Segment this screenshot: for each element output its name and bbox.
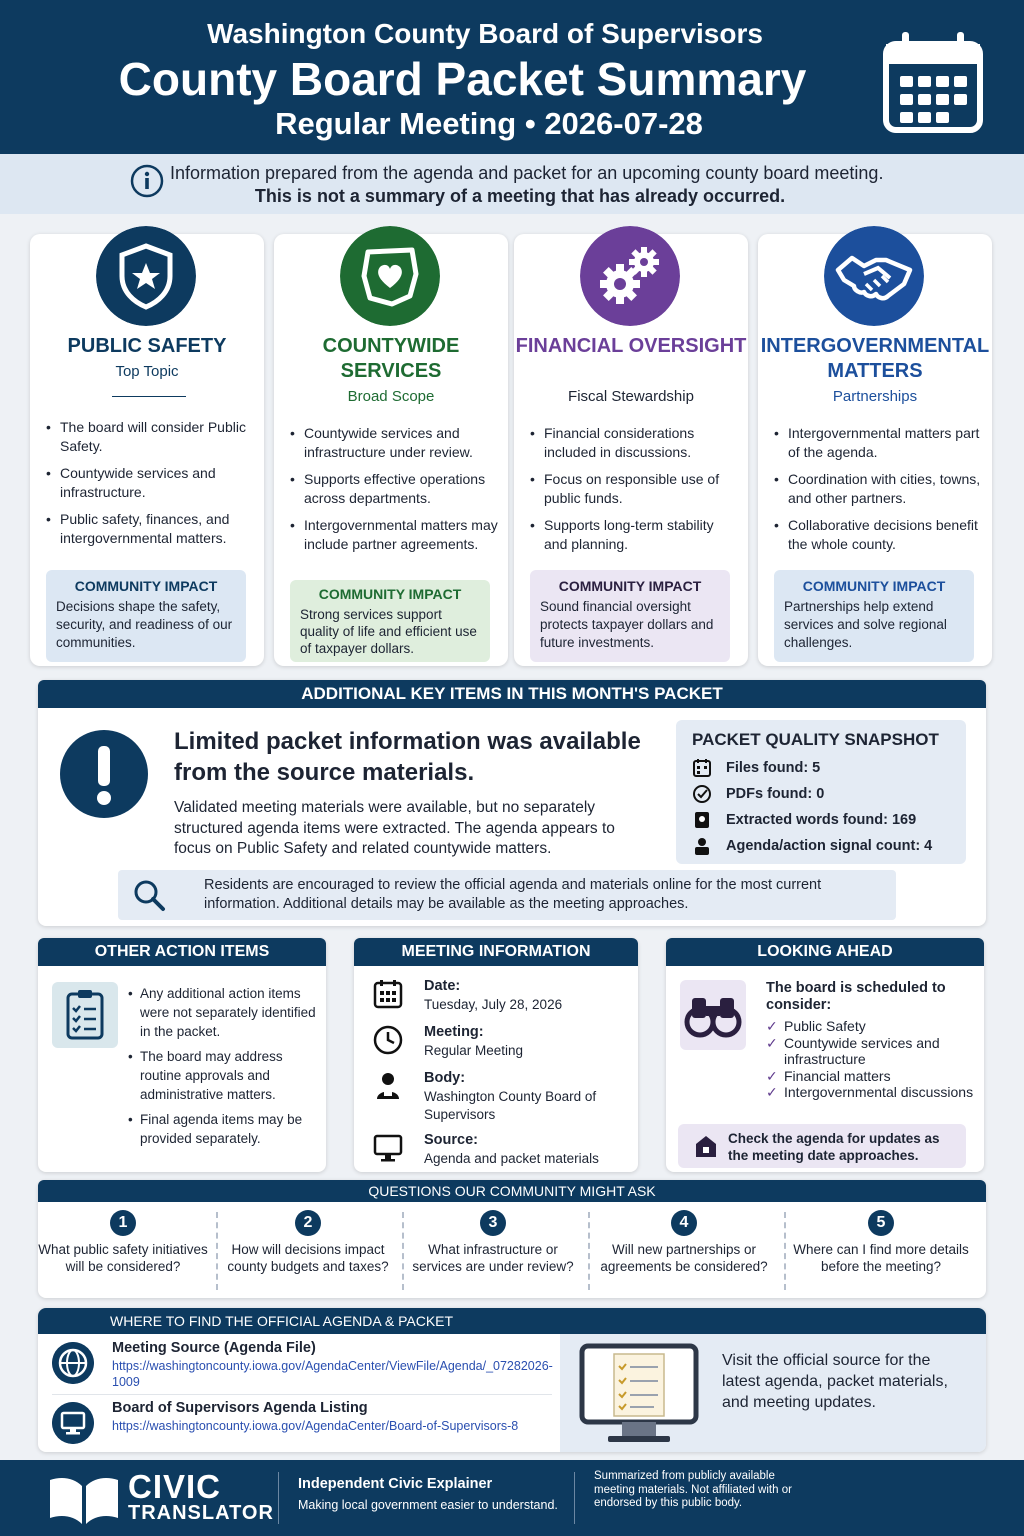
clock-icon: [372, 1024, 404, 1056]
section-header: MEETING INFORMATION: [354, 938, 638, 966]
section-header: OTHER ACTION ITEMS: [38, 938, 326, 966]
visit-source-panel: [560, 1334, 986, 1452]
impact-title: COMMUNITY IMPACT: [802, 578, 946, 594]
question-number: 4: [671, 1210, 697, 1236]
divider: [52, 1394, 552, 1395]
open-book-icon: [48, 1472, 120, 1526]
page-title: County Board Packet Summary: [118, 53, 807, 105]
source-link[interactable]: https://washingtoncounty.iowa.gov/AgendaCenter/ViewFile/Agenda/_07282026-1009: [112, 1359, 553, 1389]
list-item: • Collaborative decisions benefit the whole county.: [774, 516, 984, 554]
topic-cards: [30, 234, 992, 666]
divider: [278, 1472, 279, 1524]
county-heart-icon: [340, 226, 440, 326]
action-bullets: [128, 984, 318, 1154]
clipboard-icon: [52, 982, 118, 1048]
list-item: • Coordination with cities, towns, and other partners.: [774, 470, 984, 508]
list-item: ✓ Countywide services and infrastructure: [766, 1035, 976, 1068]
brand-name: CIVIC: [128, 1468, 222, 1505]
source-title: Meeting Source (Agenda File): [112, 1340, 316, 1356]
impact-body: Partnerships help extend services and solve regional challenges.: [784, 599, 947, 650]
question-item: [33, 1210, 213, 1275]
card-bullets: [530, 424, 740, 562]
list-item: ✓ Financial matters: [766, 1068, 976, 1085]
card-countywide-services: [274, 234, 508, 666]
list-item: • Supports long-term stability and planning.: [530, 516, 740, 554]
snapshot-title: PACKET QUALITY SNAPSHOT: [692, 730, 939, 749]
document-icon: [692, 810, 712, 830]
list-item: • Intergovernmental matters may include partner agreements.: [290, 516, 500, 554]
list-item: • Any additional action items were not separately identified in the packet.: [128, 984, 318, 1041]
binoculars-icon: [680, 980, 746, 1050]
calendar-icon: [882, 30, 984, 134]
looking-items: [766, 1018, 976, 1101]
snapshot-row: [692, 810, 916, 830]
notice-house-icon: [692, 1132, 720, 1160]
divider: [574, 1472, 575, 1524]
list-item: • Countywide services and infrastructure under review.: [290, 424, 500, 462]
snapshot-row: [692, 784, 824, 804]
impact-body: Decisions shape the safety, security, and readiness of our communities.: [56, 599, 233, 650]
divider: [784, 1212, 786, 1290]
files-found: Files found: 5: [726, 759, 821, 776]
meeting-information: [354, 938, 638, 1172]
check-circle-icon: [692, 784, 712, 804]
meeting-subtitle: Regular Meeting • 2026-07-28: [275, 106, 703, 141]
card-intergovernmental-matters: [758, 234, 992, 666]
card-financial-oversight: [514, 234, 748, 666]
explainer-tagline: Making local government easier to understand.: [298, 1498, 558, 1512]
info-label: Body:: [424, 1070, 466, 1086]
files-icon: [692, 758, 712, 778]
search-icon: [132, 878, 166, 912]
card-title: PUBLIC SAFETY: [67, 335, 227, 357]
info-label: Source:: [424, 1132, 478, 1148]
packet-quality-snapshot: [676, 720, 966, 864]
info-value: Regular Meeting: [424, 1043, 524, 1058]
snapshot-row: [692, 758, 820, 778]
list-item: ✓ Intergovernmental discussions: [766, 1084, 976, 1101]
extracted-words: Extracted words found: 169: [726, 811, 917, 828]
brand-subname: TRANSLATOR: [128, 1502, 274, 1524]
list-item: • The board may address routine approvals and administrative matters.: [128, 1047, 318, 1104]
card-tag: Fiscal Stewardship: [568, 388, 694, 405]
card-public-safety: [30, 234, 264, 666]
question-text: What infrastructure or services are under review?: [412, 1242, 574, 1274]
looking-heading: The board is scheduled to consider:: [766, 980, 946, 1013]
question-number: 3: [480, 1210, 506, 1236]
card-tag: Partnerships: [832, 388, 918, 405]
impact-body: Strong services support quality of life and efficient use of taxpayer dollars.: [300, 607, 477, 656]
explainer-title: Independent Civic Explainer: [298, 1476, 493, 1492]
residents-notice: [118, 870, 896, 920]
question-text: Where can I find more details before the meeting?: [793, 1242, 969, 1274]
signal-person-icon: [692, 836, 712, 856]
globe-icon: [52, 1342, 94, 1384]
info-label: Meeting:: [424, 1024, 484, 1040]
community-impact-box: [774, 570, 974, 662]
list-item: ✓ Public Safety: [766, 1018, 976, 1035]
community-impact-box: [290, 580, 490, 662]
check-agenda-text: Check the agenda for updates as the meeting date approaches.: [728, 1131, 940, 1163]
disclaimer: Summarized from publicly available meeting materials. Not affiliated with or endorsed by this public body.: [594, 1470, 792, 1509]
card-bullets: [46, 418, 256, 556]
question-text: What public safety initiatives will be considered?: [38, 1242, 208, 1274]
divider: [588, 1212, 590, 1290]
snapshot-row: [692, 836, 932, 856]
info-value: Agenda and packet materials: [424, 1151, 599, 1166]
community-impact-box: [46, 570, 246, 662]
impact-title: COMMUNITY IMPACT: [74, 578, 218, 594]
list-item: • Intergovernmental matters part of the agenda.: [774, 424, 984, 462]
list-item: • Financial considerations included in discussions.: [530, 424, 740, 462]
gears-icon: [580, 226, 680, 326]
question-text: How will decisions impact county budgets and taxes?: [227, 1242, 389, 1274]
visit-text: Visit the official source for the latest agenda, packet materials, and meeting updates.: [722, 1352, 948, 1411]
notice-line-2: This is not a summary of a meeting that has already occurred.: [254, 186, 786, 206]
list-item: • Focus on responsible use of public funds.: [530, 470, 740, 508]
question-number: 5: [868, 1210, 894, 1236]
card-bullets: [290, 424, 500, 562]
board-member-icon: [372, 1070, 404, 1102]
card-title: COUNTYWIDE SERVICES: [322, 335, 460, 382]
card-title: FINANCIAL OVERSIGHT: [515, 335, 747, 357]
section-header: LOOKING AHEAD: [666, 938, 984, 966]
notice-line-1: Information prepared from the agenda and packet for an upcoming county board meeting.: [170, 163, 884, 183]
calendar-icon: [372, 978, 404, 1010]
check-agenda-box: [678, 1124, 966, 1168]
info-value: Tuesday, July 28, 2026: [424, 997, 563, 1012]
monitor-icon: [372, 1132, 404, 1164]
question-item: [403, 1210, 583, 1275]
question-item: [791, 1210, 971, 1275]
section-header: WHERE TO FIND THE OFFICIAL AGENDA & PACKET: [38, 1308, 986, 1334]
footer: [0, 1460, 1024, 1536]
impact-title: COMMUNITY IMPACT: [558, 578, 702, 594]
community-impact-box: [530, 570, 730, 662]
alert-icon: [60, 730, 148, 818]
looking-ahead: [666, 938, 984, 1172]
shield-star-icon: [96, 226, 196, 326]
impact-title: COMMUNITY IMPACT: [318, 586, 462, 602]
community-questions: [38, 1180, 986, 1298]
card-tag: Top Topic: [115, 363, 179, 380]
info-label: Date:: [424, 978, 461, 994]
key-headline: Limited packet information was available from the source materials.: [174, 728, 641, 786]
list-item: • Public safety, finances, and intergovernmental matters.: [46, 510, 256, 548]
question-item: [218, 1210, 398, 1275]
org-name: Washington County Board of Supervisors: [207, 18, 763, 49]
question-number: 2: [295, 1210, 321, 1236]
question-text: Will new partnerships or agreements be considered?: [600, 1242, 768, 1274]
signal-count: Agenda/action signal count: 4: [726, 837, 933, 854]
question-item: [594, 1210, 774, 1275]
list-item: • Final agenda items may be provided separately.: [128, 1110, 318, 1148]
section-header: ADDITIONAL KEY ITEMS IN THIS MONTH'S PACKET: [38, 680, 986, 708]
pdfs-found: PDFs found: 0: [726, 785, 825, 802]
impact-body: Sound financial oversight protects taxpayer dollars and future investments.: [540, 599, 714, 650]
divider: [112, 396, 186, 397]
key-body: Validated meeting materials were available, but no separately structured agenda items were extracted. The agenda appears to focus on Public Safety and related countywide matters.: [174, 799, 615, 857]
list-item: • Supports effective operations across departments.: [290, 470, 500, 508]
notice-banner: [0, 154, 1024, 214]
official-sources: [38, 1308, 986, 1452]
key-items-section: [38, 680, 986, 926]
handshake-icon: [824, 226, 924, 326]
card-tag: Broad Scope: [347, 388, 435, 405]
list-item: • Countywide services and infrastructure.: [46, 464, 256, 502]
question-number: 1: [110, 1210, 136, 1236]
other-action-items: [38, 938, 326, 1172]
source-link[interactable]: https://washingtoncounty.iowa.gov/AgendaCenter/Board-of-Supervisors-8: [112, 1419, 519, 1433]
section-header: QUESTIONS OUR COMMUNITY MIGHT ASK: [38, 1180, 986, 1202]
info-value: Washington County Board of Supervisors: [424, 1089, 597, 1122]
card-bullets: [774, 424, 984, 562]
residents-text: Residents are encouraged to review the official agenda and materials online for the most current information. Additional details may be available as the meeting approaches.: [204, 877, 822, 912]
monitor-icon: [52, 1402, 94, 1444]
monitor-document-icon: [578, 1342, 700, 1446]
list-item: • The board will consider Public Safety.: [46, 418, 256, 456]
source-title: Board of Supervisors Agenda Listing: [112, 1400, 368, 1416]
header: [0, 0, 1024, 154]
card-title: INTERGOVERNMENTAL MATTERS: [760, 335, 990, 382]
